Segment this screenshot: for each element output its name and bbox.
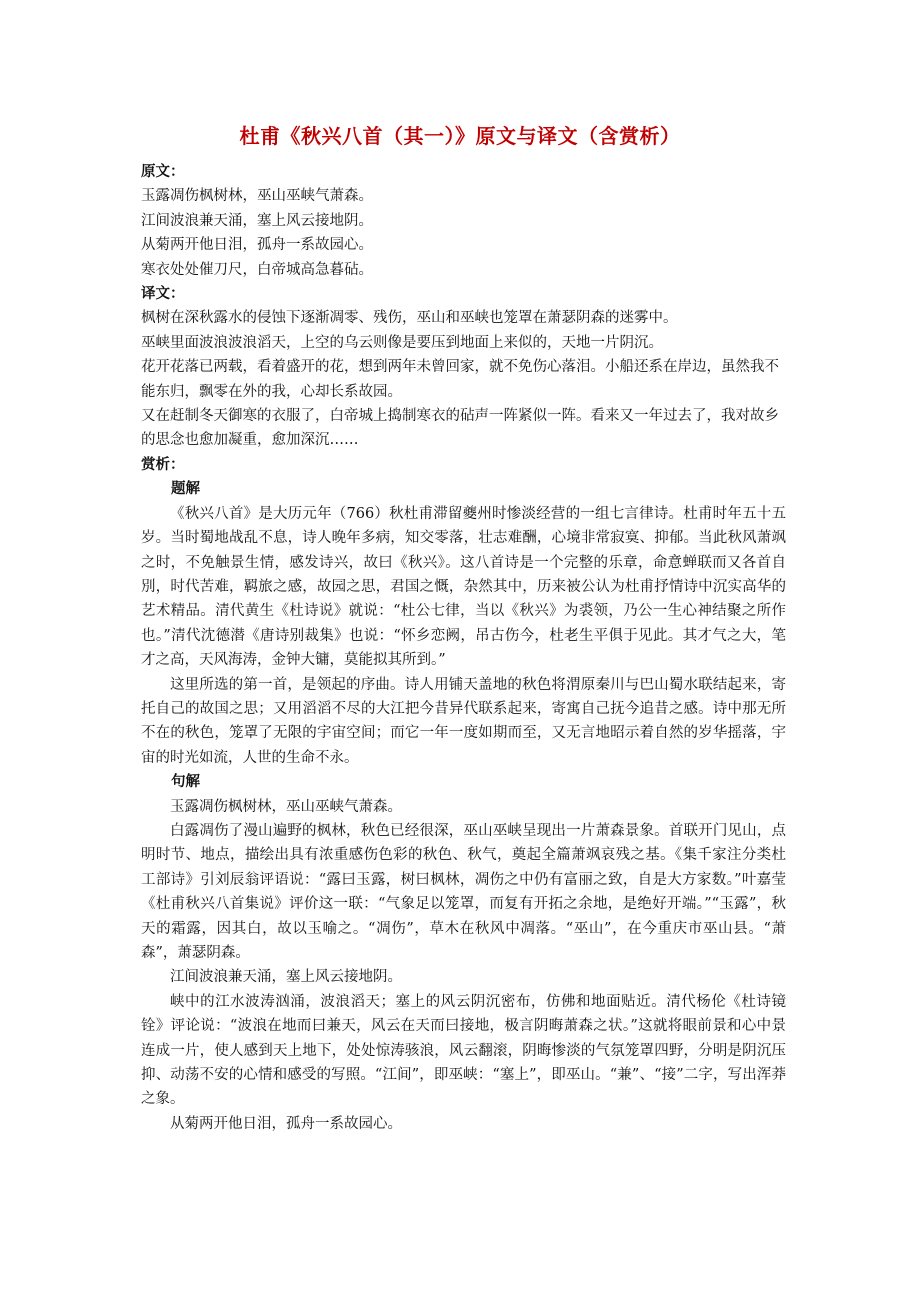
translation-paragraph: 花开花落已两载，看着盛开的花，想到两年未曾回家，就不免伤心落泪。小船还系在岸边，虽然我不能东归，飘零在外的我，心却长系故园。: [141, 359, 779, 400]
analysis-paragraph: 白露凋伤了漫山遍野的枫林，秋色已经很深，巫山巫峡呈现出一片萧森景象。首联开门见山，点明时节、地点，描绘出具有浓重感伤色彩的秋色、秋气，奠起全篇萧飒哀残之基。《集千家注分类杜工部诗》引刘辰翁评语说：“露曰玉露，树曰枫林，凋伤之中仍有富丽之致，自是大方家数。”叶嘉莹《杜甫秋兴八首集说》评价这一联：“气象足以笼罩，而复有开拓之余地，是绝好开端。”“玉露”，秋天的霜露，因其白，故以玉喻之。“凋伤”，草木在秋风中凋落。“巫山”，在今重庆市巫山县。“萧森”，萧瑟阴森。: [141, 822, 786, 961]
poem-line: 江间波浪兼天涌，塞上风云接地阴。: [141, 212, 373, 229]
translation-paragraph: 巫峡里面波浪波浪滔天，上空的乌云则像是要压到地面上来似的，天地一片阴沉。: [141, 334, 663, 351]
translation-paragraph: 又在赶制冬天御寒的衣服了，白帝城上捣制寒衣的砧声一阵紧似一阵。看来又一年过去了，我对故乡的思念也愈加凝重，愈加深沉……: [141, 408, 779, 449]
page-title: 杜甫《秋兴八首（其一）》原文与译文（含赏析）: [239, 124, 681, 148]
yiwen-label: 译文：: [141, 286, 185, 303]
tijie-heading: 题解: [171, 481, 200, 498]
document-body: [141, 160, 786, 1136]
shangxi-label: 赏析：: [141, 456, 185, 473]
analysis-paragraph: 《秋兴八首》是大历元年（766）秋杜甫滞留夔州时惨淡经营的一组七言律诗。杜甫时年五十五岁。当时蜀地战乱不息，诗人晚年多病，知交零落，壮志难酬，心境非常寂寞、抑郁。当此秋风萧飒之时，不免触景生情，感发诗兴，故曰《秋兴》。这八首诗是一个完整的乐章，命意蝉联而又各首自別，时代苦难，羁旅之感，故园之思，君国之慨，杂然其中，历来被公认为杜甫抒情诗中沉实高华的艺术精品。清代黄生《杜诗说》就说：“杜公七律，当以《秋兴》为裘领，乃公一生心神结聚之所作也。”清代沈德潜《唐诗别裁集》也说：“怀乡恋阙，吊古伤今，杜老生平俱于见此。其才气之大，笔才之高，天风海涛，金钟大镛，莫能拟其所到。”: [141, 505, 786, 669]
poem-line: 从菊两开他日泪，孤舟一系故园心。: [141, 237, 373, 254]
poem-line: 寒衣处处催刀尺，白帝城高急暮砧。: [141, 261, 373, 278]
poem-line: 玉露凋伤枫树林，巫山巫峡气萧森。: [141, 188, 373, 205]
quoted-verse: 从菊两开他日泪，孤舟一系故园心。: [170, 1115, 402, 1132]
quoted-verse: 玉露凋伤枫树林，巫山巫峡气萧森。: [170, 798, 402, 815]
analysis-paragraph: 这里所选的第一首，是领起的序曲。诗人用铺天盖地的秋色将渭原秦川与巴山蜀水联结起来，寄托自己的故国之思；又用滔滔不尽的大江把今昔异代联系起来，寄寓自己抚今追昔之感。诗中那无所不在的秋色，笼罩了无限的宇宙空间；而它一年一度如期而至，又无言地昭示着自然的岁华摇落，宇宙的时光如流，人世的生命不永。: [141, 676, 786, 766]
translation-paragraph: 枫树在深秋露水的侵蚀下逐渐凋零、残伤，巫山和巫峡也笼罩在萧瑟阴森的迷雾中。: [141, 310, 678, 327]
jujie-heading: 句解: [171, 774, 200, 791]
analysis-paragraph: 峡中的江水波涛汹涌，波浪滔天；塞上的风云阴沉密布，仿佛和地面贴近。清代杨伦《杜诗镜铨》评论说：“波浪在地而曰兼天，风云在天而曰接地，极言阴晦萧森之状。”这就将眼前景和心中景连成一片，使人感到天上地下，处处惊涛骇浪，风云翻滚，阴晦惨淡的气氛笼罩四野，分明是阴沉压抑、动荡不安的心情和感受的写照。“江间”，即巫峡：“塞上”，即巫山。“兼”、“接”二字，写出浑莽之象。: [141, 993, 786, 1108]
yuanwen-label: 原文：: [141, 164, 185, 180]
quoted-verse: 江间波浪兼天涌，塞上风云接地阴。: [170, 969, 402, 986]
